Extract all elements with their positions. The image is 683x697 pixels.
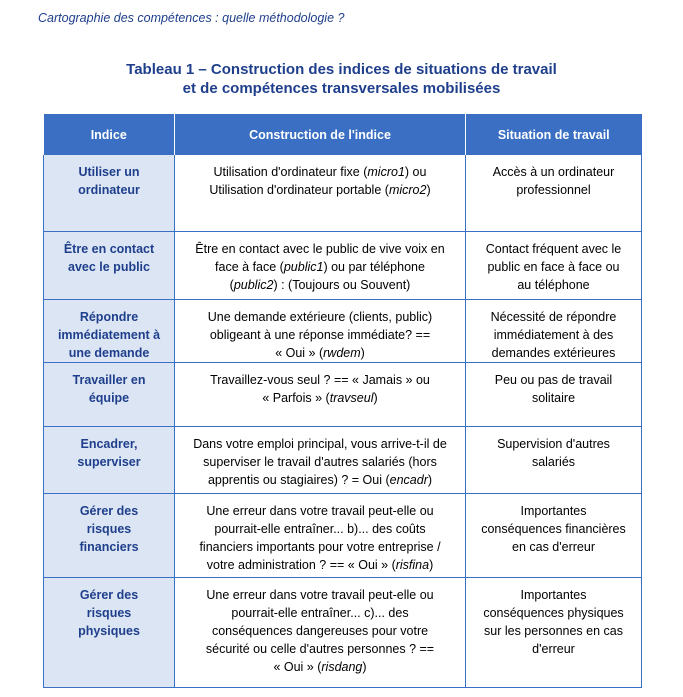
- situation-line: au téléphone: [517, 277, 590, 292]
- construction-text: Dans votre emploi principal, vous arrive-t-il de: [193, 436, 447, 451]
- situation-cell: [466, 231, 642, 299]
- situation-line: immédiatement à des: [493, 327, 614, 342]
- table-row: [44, 231, 642, 299]
- construction-line: [181, 604, 459, 622]
- construction-text: face à face (: [215, 259, 284, 274]
- construction-line: [181, 308, 459, 326]
- construction-line: [181, 453, 459, 471]
- situation-line: Nécessité de répondre: [490, 309, 617, 324]
- construction-text: ): [373, 390, 378, 405]
- table-caption: [0, 60, 683, 98]
- construction-line: [181, 181, 459, 199]
- construction-text: Utilisation d'ordinateur fixe (: [213, 165, 368, 179]
- situation-line: salariés: [531, 454, 576, 469]
- situation-line: public en face à face ou: [487, 259, 620, 274]
- variable-name: risfina: [395, 557, 430, 572]
- indice-line: Être en contact: [63, 241, 155, 256]
- situation-line: Contact fréquent avec le: [485, 241, 622, 256]
- construction-text: votre administration ? == « Oui » (: [206, 557, 396, 572]
- construction-line: [181, 240, 459, 258]
- indice-line: Répondre: [79, 309, 139, 324]
- construction-text: Utilisation d'ordinateur portable (: [209, 183, 389, 197]
- indice-line: Gérer des: [79, 587, 139, 602]
- construction-text: apprentis ou stagiaires) ? = Oui (: [207, 472, 390, 487]
- indice-line: immédiatement à: [57, 327, 161, 342]
- construction-text: ) : (Toujours ou Souvent): [273, 277, 411, 292]
- situation-cell: [466, 493, 642, 577]
- indice-line: physiques: [78, 623, 140, 638]
- construction-line: [181, 258, 459, 276]
- variable-name: rwdem: [323, 345, 361, 360]
- indice-line: Encadrer,: [80, 436, 138, 451]
- indice-line: ordinateur: [78, 183, 140, 197]
- construction-text: ): [362, 659, 367, 674]
- construction-cell: [175, 231, 466, 299]
- situation-line: Importantes: [520, 503, 587, 518]
- column-header-construction: Construction de l'indice: [175, 114, 466, 155]
- construction-line: [181, 640, 459, 658]
- table-row: [44, 155, 642, 231]
- indice-cell: [44, 426, 175, 493]
- variable-name: public2: [233, 277, 274, 292]
- construction-line: [181, 622, 459, 640]
- construction-cell: [175, 493, 466, 577]
- construction-text: financiers importants pour votre entreprise /: [199, 539, 441, 554]
- construction-text: (: [229, 277, 234, 292]
- construction-text: « Oui » (: [273, 659, 322, 674]
- situation-line: conséquences financières: [481, 521, 626, 536]
- construction-text: ): [429, 557, 434, 572]
- construction-text: superviser le travail d'autres salariés (hors: [203, 454, 437, 469]
- situation-line: sur les personnes en cas: [484, 623, 623, 638]
- indice-line: équipe: [88, 390, 130, 405]
- variable-name: travseul: [329, 390, 374, 405]
- construction-line: [181, 276, 459, 294]
- indice-line: une demande: [68, 345, 150, 360]
- situation-line: Peu ou pas de travail: [494, 372, 613, 387]
- variable-name: micro2: [388, 183, 427, 197]
- situation-line: demandes extérieures: [491, 345, 616, 360]
- construction-line: [181, 471, 459, 489]
- indice-line: financiers: [79, 539, 139, 554]
- construction-text: ): [360, 345, 365, 360]
- column-header-indice: Indice: [44, 114, 175, 155]
- caption-line-2: et de compétences transversales mobilisées: [182, 80, 501, 97]
- situation-line: Supervision d'autres: [497, 436, 610, 451]
- situation-line: Importantes: [520, 587, 587, 602]
- situation-cell: [466, 362, 642, 426]
- construction-text: Une erreur dans votre travail peut-elle ou: [206, 587, 434, 602]
- situation-line: professionnel: [516, 183, 591, 197]
- indice-cell: [44, 231, 175, 299]
- construction-text: sécurité ou celle d'autres personnes ? ==: [205, 641, 435, 656]
- construction-line: [181, 389, 459, 407]
- column-header-situation: Situation de travail: [466, 114, 642, 155]
- construction-cell: [175, 299, 466, 362]
- indice-cell: [44, 362, 175, 426]
- construction-cell: [175, 362, 466, 426]
- indice-cell: [44, 299, 175, 362]
- construction-line: [181, 520, 459, 538]
- situation-line: en cas d'erreur: [512, 539, 595, 554]
- indice-cell: [44, 155, 175, 231]
- construction-line: [181, 586, 459, 604]
- construction-cell: [175, 577, 466, 687]
- table-row: [44, 577, 642, 687]
- table-row: [44, 362, 642, 426]
- situation-line: Accès à un ordinateur: [492, 165, 615, 179]
- situation-cell: [466, 577, 642, 687]
- construction-line: [181, 371, 459, 389]
- construction-text: pourrait-elle entraîner... b)... des coûts: [214, 521, 426, 536]
- construction-cell: [175, 155, 466, 231]
- construction-line: [181, 435, 459, 453]
- construction-cell: [175, 426, 466, 493]
- table-row: [44, 426, 642, 493]
- construction-text: ): [427, 472, 433, 487]
- construction-text: « Parfois » (: [262, 390, 330, 405]
- construction-line: [181, 502, 459, 520]
- variable-name: encadr: [389, 472, 428, 487]
- construction-text: ) ou par téléphone: [323, 259, 425, 274]
- indice-line: risques: [86, 605, 132, 620]
- indice-cell: [44, 577, 175, 687]
- indice-cell: [44, 493, 175, 577]
- table-header-row: [44, 114, 642, 155]
- situation-line: conséquences physiques: [483, 605, 624, 620]
- construction-text: Travaillez-vous seul ? == « Jamais » ou: [210, 372, 430, 387]
- table-row: [44, 493, 642, 577]
- indice-line: Travailler en: [72, 372, 146, 387]
- construction-text: Une demande extérieure (clients, public): [207, 309, 433, 324]
- indice-line: Gérer des: [79, 503, 139, 518]
- construction-text: conséquences dangereuses pour votre: [211, 623, 429, 638]
- situation-line: d'erreur: [532, 641, 575, 656]
- construction-text: obligeant à une réponse immédiate? ==: [209, 327, 431, 342]
- construction-text: Une erreur dans votre travail peut-elle ou: [206, 503, 434, 518]
- construction-line: [181, 344, 459, 362]
- indice-line: avec le public: [68, 259, 150, 274]
- construction-line: [181, 163, 459, 181]
- construction-line: [181, 326, 459, 344]
- variable-name: risdang: [321, 659, 363, 674]
- variable-name: micro1: [367, 165, 405, 179]
- indices-table: [43, 114, 642, 688]
- indice-line: Utiliser un: [78, 165, 140, 179]
- construction-text: ): [426, 183, 431, 197]
- construction-line: [181, 658, 459, 676]
- variable-name: public1: [283, 259, 324, 274]
- construction-text: « Oui » (: [275, 345, 324, 360]
- running-header: Cartographie des compétences : quelle méthodologie ?: [38, 11, 345, 25]
- construction-text: ) ou: [404, 165, 427, 179]
- indice-line: risques: [86, 521, 132, 536]
- situation-cell: [466, 426, 642, 493]
- table-row: [44, 299, 642, 362]
- situation-line: solitaire: [531, 390, 576, 405]
- construction-line: [181, 538, 459, 556]
- indice-line: superviser: [77, 454, 141, 469]
- situation-cell: [466, 155, 642, 231]
- construction-text: Être en contact avec le public de vive voix en: [195, 241, 445, 256]
- table-body: [44, 155, 642, 687]
- caption-line-1: Tableau 1 – Construction des indices de situations de travail: [126, 61, 557, 78]
- construction-line: [181, 556, 459, 574]
- situation-cell: [466, 299, 642, 362]
- construction-text: pourrait-elle entraîner... c)... des: [231, 605, 409, 620]
